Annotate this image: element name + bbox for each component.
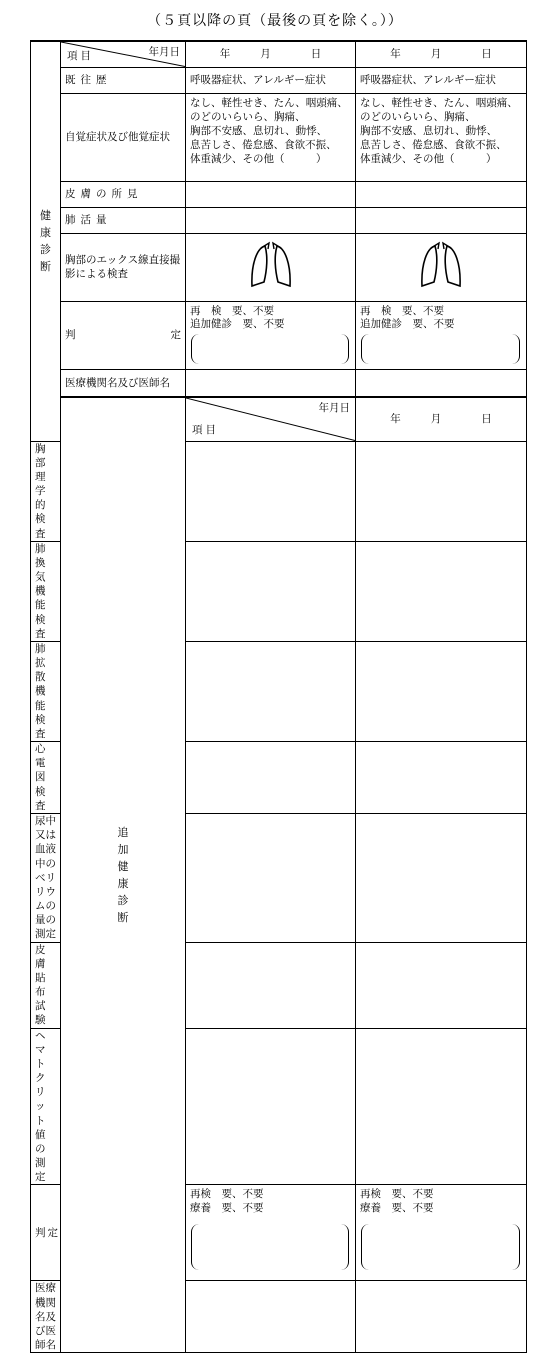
chest-xray-field-1[interactable] bbox=[186, 233, 356, 301]
page-title: （５頁以降の頁（最後の頁を除く。）） bbox=[147, 13, 403, 29]
remarks-bracket[interactable] bbox=[191, 334, 349, 364]
judgment-field-2[interactable]: 再 検 要、不要 追加健診 要、不要 bbox=[356, 301, 527, 369]
patch-test-label: 皮膚貼布試験 bbox=[31, 942, 61, 1028]
lung-capacity-label: 肺活量 bbox=[61, 207, 186, 233]
hematocrit-field-2[interactable] bbox=[356, 1028, 527, 1185]
chest-physical-exam-field-2[interactable] bbox=[356, 441, 527, 541]
lungs-diagram-icon bbox=[241, 240, 301, 294]
ecg-field-1[interactable] bbox=[186, 742, 356, 814]
ecg-field-2[interactable] bbox=[356, 742, 527, 814]
judgment-label-additional: 判 定 bbox=[31, 1185, 61, 1281]
doctor-field-3[interactable] bbox=[186, 1281, 356, 1353]
diffusion-test-label: 肺拡散機能検査 bbox=[31, 641, 61, 741]
ecg-label: 心電図検査 bbox=[31, 742, 61, 814]
patch-test-field-2[interactable] bbox=[356, 942, 527, 1028]
history-options-1[interactable]: 呼吸器症状、アレルギー症状 bbox=[186, 67, 356, 93]
header-item-date-cell: 項目 年月日 bbox=[61, 41, 186, 67]
skin-findings-field-2[interactable] bbox=[356, 181, 527, 207]
remarks-bracket[interactable] bbox=[361, 1224, 520, 1270]
chest-physical-exam-field-1[interactable] bbox=[186, 441, 356, 541]
section-label-additional: 追 加 健 康 診 断 bbox=[61, 397, 186, 1353]
chest-physical-exam-label: 胸部理学的検査 bbox=[31, 441, 61, 541]
date-field-2[interactable]: 年 月 日 bbox=[356, 41, 527, 67]
doctor-field-2[interactable] bbox=[356, 369, 527, 397]
beryllium-test-label: 尿中又は血液中のベリリウムの量の測定 bbox=[31, 813, 61, 942]
ventilation-test-label: 肺換気機能検査 bbox=[31, 541, 61, 641]
date-field-1[interactable]: 年 月 日 bbox=[186, 41, 356, 67]
chest-xray-field-2[interactable] bbox=[356, 233, 527, 301]
doctor-field-1[interactable] bbox=[186, 369, 356, 397]
judgment-field-3[interactable]: 再検 要、不要 療養 要、不要 bbox=[186, 1185, 356, 1281]
patch-test-field-1[interactable] bbox=[186, 942, 356, 1028]
beryllium-test-field-2[interactable] bbox=[356, 813, 527, 942]
judgment-field-1[interactable]: 再 検 要、不要 追加健診 要、不要 bbox=[186, 301, 356, 369]
ventilation-test-field-1[interactable] bbox=[186, 541, 356, 641]
judgment-field-4[interactable]: 再検 要、不要 療養 要、不要 bbox=[356, 1185, 527, 1281]
symptoms-label: 自覚症状及び他覚症状 bbox=[61, 93, 186, 181]
chest-xray-label: 胸部のエックス線直接撮影による検査 bbox=[61, 233, 186, 301]
section-label-health: 健 康 診 断 bbox=[31, 41, 61, 441]
doctor-label: 医療機関名及び医師名 bbox=[61, 369, 186, 397]
symptoms-options-1[interactable]: なし、軽性せき、たん、咽頭痛、 のどのいらいら、胸痛、 胸部不安感、息切れ、動悸、 息苦しさ、倦怠感、食欲不振、 体重減少、その他（ ） bbox=[186, 93, 356, 181]
beryllium-test-field-1[interactable] bbox=[186, 813, 356, 942]
ventilation-test-field-2[interactable] bbox=[356, 541, 527, 641]
hematocrit-label: ヘマトクリット値の測定 bbox=[31, 1028, 61, 1185]
symptoms-options-2[interactable]: なし、軽性せき、たん、咽頭痛、 のどのいらいら、胸痛、 胸部不安感、息切れ、動悸、 息苦しさ、倦怠感、食欲不振、 体重減少、その他（ ） bbox=[356, 93, 527, 181]
health-exam-form bbox=[30, 40, 527, 1353]
lung-capacity-field-1[interactable] bbox=[186, 207, 356, 233]
date-field-3[interactable]: 年 月 日 bbox=[356, 397, 527, 441]
doctor-field-4[interactable] bbox=[356, 1281, 527, 1353]
judgment-label: 判 定 bbox=[61, 301, 186, 369]
diffusion-test-field-2[interactable] bbox=[356, 641, 527, 741]
remarks-bracket[interactable] bbox=[191, 1224, 349, 1270]
header-item-date-cell: 項目 年月日 bbox=[186, 397, 356, 441]
lung-capacity-field-2[interactable] bbox=[356, 207, 527, 233]
lungs-diagram-icon bbox=[411, 240, 471, 294]
history-options-2[interactable]: 呼吸器症状、アレルギー症状 bbox=[356, 67, 527, 93]
skin-findings-field-1[interactable] bbox=[186, 181, 356, 207]
skin-findings-label: 皮膚の所見 bbox=[61, 181, 186, 207]
remarks-bracket[interactable] bbox=[361, 334, 520, 364]
doctor-label-additional: 医療機関名及び医師名 bbox=[31, 1281, 61, 1353]
diffusion-test-field-1[interactable] bbox=[186, 641, 356, 741]
hematocrit-field-1[interactable] bbox=[186, 1028, 356, 1185]
history-label: 既往歴 bbox=[61, 67, 186, 93]
